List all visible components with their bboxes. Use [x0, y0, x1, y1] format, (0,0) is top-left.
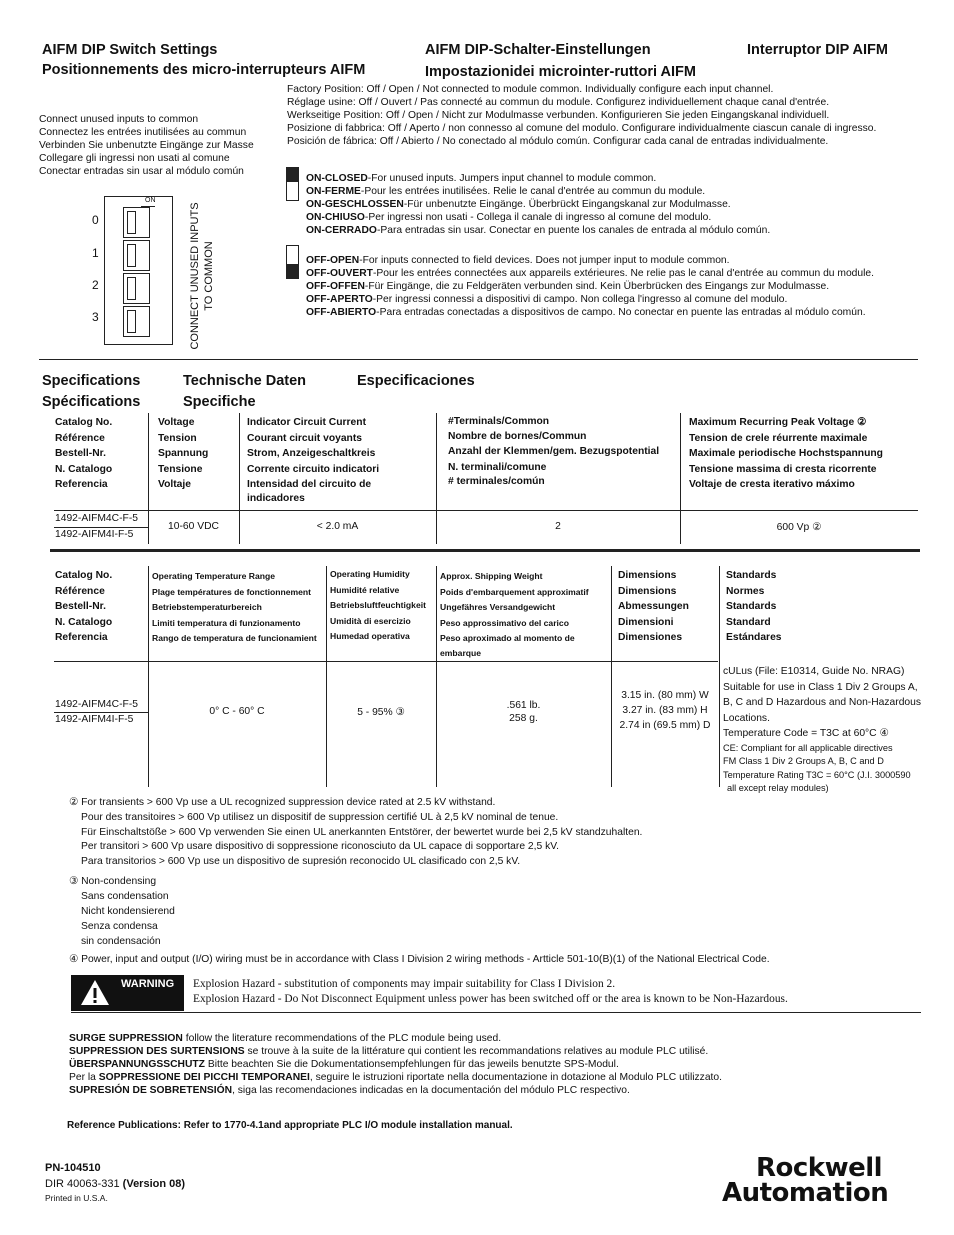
warning-label: WARNING — [121, 978, 175, 990]
t1-header-current: Indicator Circuit Current Courant circuit voyants Strom, Anzeigeschaltkreis Corrente circuito indicatori Intensidad del circuito de indicadores — [247, 417, 380, 504]
t1-header-voltage: Voltage Tension Spannung Tensione Voltaje — [158, 417, 209, 490]
t1-terminals: 2 — [555, 521, 561, 532]
specs-es: Especificaciones — [357, 373, 475, 389]
warning-rule — [71, 1012, 921, 1013]
t1-bottom-rule — [50, 549, 920, 552]
dip-number-3: 3 — [92, 310, 99, 324]
dip-vertical-label: CONNECT UNUSED INPUTS TO COMMON — [189, 202, 215, 350]
t2-catalog-rule — [54, 712, 148, 713]
dip-switch-3 — [123, 306, 150, 337]
switch-closed-icon — [286, 167, 299, 201]
title-it: Impostazionidei microinter-ruttori AIFM — [425, 64, 696, 80]
dip-switch-diagram — [104, 196, 173, 345]
specs-de: Technische Daten — [183, 373, 307, 389]
t2-header-dimensions: Dimensions Dimensions Abmessungen Dimensioni Dimensiones — [618, 570, 689, 643]
note-condensing: ③ Non-condensing Sans condensation Nicht kondensierend Senza condensa sin condensación — [69, 876, 175, 947]
t2-header-catalog: Catalog No. Référence Bestell-Nr. N. Catalogo Referencia — [55, 570, 113, 643]
off-open-list: OFF-OPEN-For inputs connected to field devices. Does not jumper input to module common. OFF-OUVERT-Pour les entrées connectées aux appareils extérieures. Ne relie pas le canal d'entrée au commun du module. OFF-OFFEN-Für Eingänge, die zu Feldgeräten verbunden sind. Kein Überbrücken des Eingangs zur Modulmasse. OFF-APERTO-Per ingressi connessi a dispositivi di campo. Non collega l'ingresso al comune del modulo. OFF-ABIERTO-Para entradas conectadas a dispositivos de campo. No conectar en puente las entradas al módulo común. — [306, 255, 875, 318]
t2-standards: cULus (File: E10314, Guide No. NRAG) Suitable for use in Class 1 Div 2 Groups A, B, C and D Hazardous and Non-Hazardous Locations. Temperature Code = T3C at 60°C ④ CE: Compliant for all applicable directives FM Class 1 Div 2 Groups A, B, C and D Temperature Rating T3C = 60°C (J.I. 3000590 all except relay modules) — [723, 666, 922, 793]
dip-number-0: 0 — [92, 213, 99, 227]
specs-fr: Spécifications — [42, 394, 141, 410]
t2-vline-2 — [326, 566, 327, 787]
specs-it: Specifiche — [183, 394, 256, 410]
t2-vline-5 — [719, 566, 720, 787]
t2-dimensions: 3.15 in. (80 mm) W 3.27 in. (83 mm) H 2.74 in (69.5 mm) D — [619, 690, 711, 731]
t1-catalog-rule — [54, 527, 148, 528]
t2-header-rule — [54, 661, 718, 662]
printed-in: Printed in U.S.A. — [45, 1193, 108, 1203]
section-divider — [39, 359, 918, 360]
rockwell-automation-logo: Rockwell Automation — [722, 1153, 889, 1208]
t2-header-weight: Approx. Shipping Weight Poids d'embarquement approximatif Ungefähres Versandgewicht Peso approssimativo del carico Peso aproximado al momento de embarque — [440, 571, 589, 658]
t2-vline-1 — [148, 566, 149, 787]
part-number: PN-104510 — [45, 1162, 101, 1174]
dip-number-2: 2 — [92, 278, 99, 292]
t2-vline-3 — [436, 566, 437, 787]
t1-peak: 600 Vp ② — [776, 522, 822, 533]
dir-number: DIR 40063-331 (Version 08) — [45, 1178, 186, 1190]
warning-box — [71, 975, 184, 1011]
title-fr: Positionnements des micro-interrupteurs AIFM — [42, 62, 366, 78]
t1-header-peak: Maximum Recurring Peak Voltage ② Tension de crele réurrente maximale Maximale periodische Hochstspannung Tensione massima di cresta ricorrente Voltaje de cresta iterativo máximo — [689, 417, 883, 490]
dip-switch-2 — [123, 273, 150, 304]
t2-vline-4 — [611, 566, 612, 787]
t2-humidity: 5 - 95% ③ — [357, 707, 405, 718]
title-es: Interruptor DIP AIFM — [747, 42, 888, 58]
t1-header-catalog: Catalog No. Référence Bestell-Nr. N. Catalogo Referencia — [55, 417, 113, 490]
warning-triangle-icon — [80, 978, 110, 1006]
warning-text: Explosion Hazard - substitution of components may impair suitability for Class I Division 2. Explosion Hazard - Do Not Disconnect Equipment unless power has been switched off or the area is known to be Non-Hazardous. — [193, 978, 788, 1005]
t2-temperature: 0° C - 60° C — [209, 706, 265, 717]
on-closed-list: ON-CLOSED-For unused inputs. Jumpers input channel to module common. ON-FERME-Pour les entrées inutilisées. Relie le canal d'entrée au commun du module. ON-GESCHLOSSEN-Für unbenutzte Eingänge. Überbrückt Eingangskanal zur Modulmasse. ON-CHIUSO-Per ingressi non usati - Collega il canale di ingresso al comune del modulo. ON-CERRADO-Para entradas sin usar. Conectar en puente los canales de entrada al módulo común. — [306, 173, 771, 236]
specs-en: Specifications — [42, 373, 141, 389]
factory-position: Factory Position: Off / Open / Not connected to module common. Individually configure each input channel. Réglage usine: Off / Ouvert / Pas connecté au commun du module. Configurez individuellement chaque canal d'entrée. Werkseitige Position: Off / Open / Nicht zur Modulmasse verbunden. Konfigurieren Sie jeden Eingangskanal individuell. Posizione di fabbrica: Off / Aperto / non connesso al comune del modulo. Configurare individualmente ciascun canale di ingresso. Posición de fábrica: Off / Abierto / No conectado al módulo común. Configurar cada canal de entradas individualmente. — [287, 84, 877, 147]
t1-header-terminals: #Terminals/Common Nombre de bornes/Commun Anzahl der Klemmen/gem. Bezugspotential N. terminali/comune # terminales/común — [448, 416, 660, 487]
switch-open-icon — [286, 245, 299, 279]
dip-on-label: ON — [145, 197, 156, 204]
title-de: AIFM DIP-Schalter-Einstellungen — [425, 42, 651, 58]
t2-weight: .561 lb. 258 g. — [506, 700, 541, 724]
note-transients: ② For transients > 600 Vp use a UL recognized suppression device rated at 2.5 kV withstand. Pour des transitoires > 600 Vp utilisez un dispositif de suppression certifié UL à 2,5 kV nominal de tenue. Für Einschaltstöße > 600 Vp verwenden Sie einen UL anerkannten Entstörer, der bewertet wurde bei 2,5 kV standzuhalten. Per transitori > 600 Vp usare dispositivo di soppressione riconosciuto da UL capace di sopportare 2,5 kV. Para transitorios > 600 Vp use un dispositivo de supresión reconocido UL clasificado con 2,5 kV. — [69, 797, 643, 868]
title-en: AIFM DIP Switch Settings — [42, 42, 218, 58]
t2-catalog-0: 1492-AIFM4C-F-5 — [55, 699, 138, 710]
t2-header-temperature: Operating Temperature Range Plage températures de fonctionnement Betriebstemperaturbereich Limiti temperatura di funzionamento Rango de temperatura de funcionamient — [152, 571, 317, 643]
connect-unused-text: Connect unused inputs to common Connectez les entrées inutilisées au commun Verbinden Sie unbenutzte Eingänge zur Masse Collegare gli ingressi non usati al comune Conectar entradas sin usar al módulo común — [39, 114, 254, 177]
t2-catalog-1: 1492-AIFM4I-F-5 — [55, 714, 134, 725]
t1-catalog-1: 1492-AIFM4I-F-5 — [55, 529, 134, 540]
t1-catalog-0: 1492-AIFM4C-F-5 — [55, 513, 138, 524]
t1-voltage: 10-60 VDC — [168, 521, 219, 532]
dip-number-1: 1 — [92, 246, 99, 260]
surge-suppression: SURGE SUPPRESSION follow the literature recommendations of the PLC module being used. SUPPRESSION DES SURTENSIONS se trouve à la suite de la littérature qui contient les recommandations relatives au module PLC utilisé. ÜBERSPANNUNGSSCHUTZ Bitte beachten Sie die Dokumentationsempfehlungen für das jeweils benutzte SPS-Modul. Per la SOPPRESSIONE DEI PICCHI TEMPORANEI, seguire le istruzioni riportate nella documentazione in dotazione al Modulo PLC utilizzato. SUPRESIÓN DE SOBRETENSIÓN, siga las recomendaciones indicadas en la documentación del módulo PLC respectivo. — [69, 1033, 722, 1096]
note-wiring: ④ Power, input and output (I/O) wiring must be in accordance with Class I Division 2 wiring methods - Artticle 501-10(B)(1) of the National Electrical Code. — [69, 954, 770, 965]
dip-switch-1 — [123, 240, 150, 271]
t2-header-humidity: Operating Humidity Humidité relative Betriebsluftfeuchtigkeit Umidità di esercizio Humedad operativa — [330, 569, 426, 641]
t1-current: < 2.0 mA — [316, 521, 359, 532]
reference-publications: Reference Publications: Refer to 1770-4.1and appropriate PLC I/O module installation manual. — [67, 1120, 513, 1131]
t2-header-standards: Standards Normes Standards Standard Estándares — [726, 570, 782, 643]
dip-switch-0 — [123, 207, 150, 238]
t1-header-rule — [54, 510, 918, 511]
